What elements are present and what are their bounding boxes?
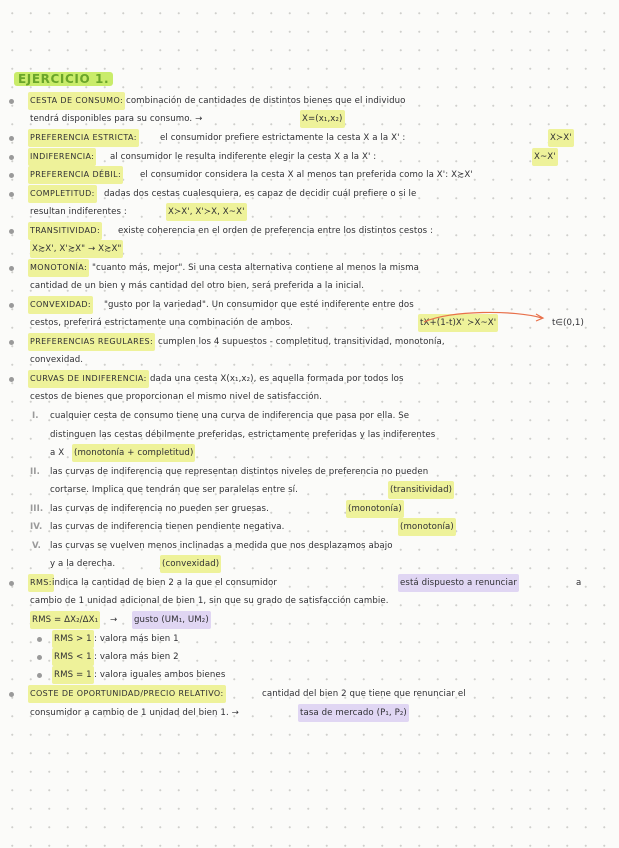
line-text: cortarse. Implica que tendrán que ser paralelas entre sí. <box>50 485 298 495</box>
line-text: indica la cantidad de bien 2 a la que el consumidor <box>52 578 278 588</box>
line-text: combinación de cantidades de distintos bienes que el individuo <box>126 96 406 106</box>
note-line <box>0 222 619 240</box>
highlight-tasa-mercado: tasa de mercado (P₁, P₂) <box>298 704 409 722</box>
term-preferencia-debil: PREFERENCIA DÉBIL: <box>28 166 123 184</box>
rms-case: RMS = 1 <box>52 666 94 684</box>
formula-cesta: X=(x₁,x₂) <box>300 110 345 128</box>
line-text: tendrá disponibles para su consumo. → <box>30 114 203 124</box>
property-tag: (monotonía) <box>398 518 456 536</box>
line-text: : valora iguales ambos bienes <box>94 670 226 680</box>
line-text: distinguen las cestas débilmente preferidas, estrictamente preferidas y las indiferentes <box>50 430 436 440</box>
formula-indiferencia: X~X' <box>532 148 558 166</box>
note-line <box>0 110 619 128</box>
term-curvas-indiferencia: CURVAS DE INDIFERENCIA: <box>28 370 149 388</box>
line-text: las curvas se vuelven menos inclinadas a medida que nos desplazamos abajo <box>50 541 393 551</box>
formula-estricta: X≻X' <box>548 129 574 147</box>
property-tag: (transitividad) <box>388 481 454 499</box>
line-text: dada una cesta X(x₁,x₂), es aquella formada por todos los <box>150 374 404 384</box>
note-line <box>0 704 619 722</box>
note-line <box>0 240 619 258</box>
term-coste-oportunidad: COSTE DE OPORTUNIDAD/PRECIO RELATIVO: <box>28 685 226 703</box>
term-monotonia: MONOTONÍA: <box>28 259 89 277</box>
note-line <box>0 500 619 518</box>
line-text: "gusto por la variedad". Un consumidor que esté indiferente entre dos <box>104 300 414 310</box>
line-text: cualquier cesta de consumo tiene una curva de indiferencia que pasa por ella. Se <box>50 411 410 421</box>
note-line <box>0 370 619 388</box>
property-tag: (monotonía) <box>346 500 404 518</box>
line-text: existe coherencia en el orden de preferencia entre los distintos cestos : <box>118 226 434 236</box>
list-number: IV. <box>30 522 43 532</box>
line-text: dadas dos cestas cualesquiera, es capaz de decidir cuál prefiere o si le <box>104 189 417 199</box>
note-line <box>0 481 619 499</box>
term-indiferencia: INDIFERENCIA: <box>28 148 96 166</box>
note-line <box>0 259 619 277</box>
line-text: a X <box>50 448 65 458</box>
line-text: cestos de bienes que proporcionan el mismo nivel de satisfacción. <box>30 392 323 402</box>
line-text: consumidor a cambio de 1 unidad del bien 1. → <box>30 708 239 718</box>
note-line <box>0 407 619 425</box>
note-line <box>0 166 619 184</box>
property-tag: (monotonía + completitud) <box>72 444 195 462</box>
note-line <box>0 555 619 573</box>
line-text: resultan indiferentes : <box>30 207 127 217</box>
formula-t-range: t∈(0,1) <box>552 318 584 328</box>
rms-case: RMS > 1 <box>52 630 94 648</box>
term-preferencias-regulares: PREFERENCIAS REGULARES: <box>28 333 155 351</box>
arrow-text: → <box>110 615 118 625</box>
exercise-title: EJERCICIO 1. <box>14 72 113 86</box>
line-text: las curvas de indiferencia no pueden ser gruesas. <box>50 504 269 514</box>
list-number: III. <box>30 504 44 514</box>
line-text: a <box>576 578 582 588</box>
note-line <box>0 518 619 536</box>
note-line <box>0 388 619 406</box>
line-text: el consumidor prefiere estrictamente la cesta X a la X' : <box>160 133 406 143</box>
line-text: al consumidor le resulta indiferente elegir la cesta X a la X' : <box>110 152 377 162</box>
property-tag: (convexidad) <box>160 555 221 573</box>
line-text: convexidad. <box>30 355 84 365</box>
line-text: : valora más bien 1 <box>94 634 179 644</box>
term-convexidad: CONVEXIDAD: <box>28 296 93 314</box>
note-line <box>0 685 619 703</box>
note-line <box>0 185 619 203</box>
note-line <box>0 611 619 629</box>
note-line <box>0 444 619 462</box>
note-line <box>0 666 619 684</box>
line-text: las curvas de indiferencia que representan distintos niveles de preferencia no pueden <box>50 467 429 477</box>
line-text: el consumidor considera la cesta X al menos tan preferida como la X': X≿X' <box>140 170 473 180</box>
note-line <box>0 333 619 351</box>
line-text: : valora más bien 2 <box>94 652 179 662</box>
note-line <box>0 277 619 295</box>
note-line <box>0 92 619 110</box>
line-text: cestos, preferirá estrictamente una combinación de ambos. <box>30 318 293 328</box>
line-text: las curvas de indiferencia tienen pendiente negativa. <box>50 522 285 532</box>
note-line <box>0 537 619 555</box>
line-text: cantidad de un bien y más cantidad del otro bien, será preferida a la inicial. <box>30 281 365 291</box>
highlight-gusto: gusto (UM₁, UM₂) <box>132 611 211 629</box>
formula-convexidad: tX+(1-t)X' ≻X~X' <box>418 314 498 332</box>
rms-case: RMS < 1 <box>52 648 94 666</box>
term-rms: RMS: <box>28 574 54 592</box>
line-text: cambio de 1 unidad adicional de bien 1, sin que su grado de satisfacción cambie. <box>30 596 389 606</box>
curved-arrow-icon <box>420 310 550 324</box>
note-line <box>0 648 619 666</box>
term-transitividad: TRANSITIVIDAD: <box>28 222 102 240</box>
note-line <box>0 351 619 369</box>
list-number: V. <box>32 541 42 551</box>
note-line <box>0 574 619 592</box>
line-text: cumplen los 4 supuestos - completitud, transitividad, monotonía, <box>158 337 445 347</box>
term-cesta-consumo: CESTA DE CONSUMO: <box>28 92 125 110</box>
list-number: I. <box>32 411 39 421</box>
note-line <box>0 203 619 221</box>
line-text: cantidad del bien 2 que tiene que renunciar el <box>262 689 466 699</box>
highlight-dispuesto-renunciar: está dispuesto a renunciar <box>398 574 519 592</box>
formula-rms: RMS = ΔX₂/ΔX₁ <box>30 611 100 629</box>
line-text: y a la derecha. <box>50 559 116 569</box>
note-line <box>0 148 619 166</box>
note-line <box>0 592 619 610</box>
term-completitud: COMPLETITUD: <box>28 185 97 203</box>
term-preferencia-estricta: PREFERENCIA ESTRICTA: <box>28 129 139 147</box>
list-number: II. <box>30 467 40 477</box>
formula-transitividad: X≿X', X'≿X" → X≿X" <box>30 240 123 258</box>
note-line <box>0 129 619 147</box>
note-line <box>0 463 619 481</box>
line-text: "cuanto más, mejor". Si una cesta alternativa contiene al menos la misma <box>92 263 419 273</box>
formula-completitud: X≻X', X'≻X, X~X' <box>166 203 247 221</box>
note-line <box>0 630 619 648</box>
note-line <box>0 426 619 444</box>
